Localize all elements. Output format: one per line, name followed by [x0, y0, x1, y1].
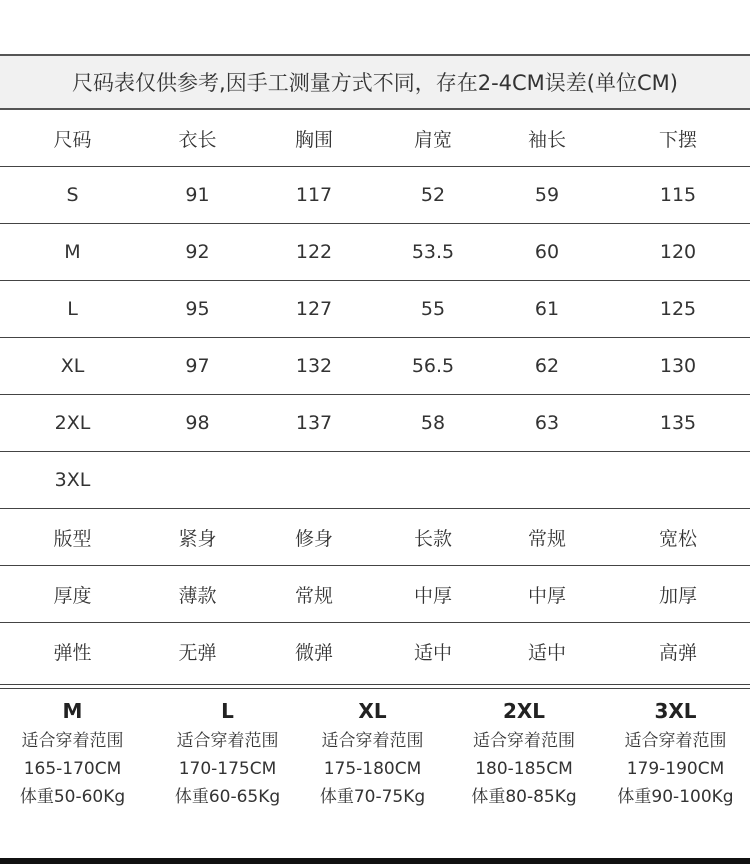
fit-size: 3XL: [654, 699, 697, 723]
table-cell: 137: [295, 412, 333, 434]
table-cell: 58: [420, 412, 446, 434]
header-cell: 肩宽: [413, 128, 452, 151]
table-cell: 117: [295, 184, 333, 206]
attribute-value: 高弹: [658, 642, 697, 664]
table-cell: 130: [659, 355, 697, 377]
attribute-value: 加厚: [658, 584, 697, 607]
size-chart: [0, 54, 750, 689]
fit-guide-item: [435, 695, 613, 811]
table-cell: 127: [295, 298, 333, 320]
fit-size: 2XL: [502, 699, 546, 723]
chart-title: 尺码表仅供参考,因手工测量方式不同，存在2-4CM误差(单位CM): [0, 54, 750, 110]
table-cell: [145, 452, 250, 508]
table-cell: 60: [534, 241, 560, 263]
table-cell: 115: [659, 184, 697, 206]
table-cell: 92: [185, 241, 210, 263]
table-row: [0, 167, 750, 224]
table-cell: XL: [60, 355, 85, 377]
fit-height: 180-185CM: [475, 759, 573, 779]
fit-height: 170-175CM: [178, 759, 277, 779]
table-cell: 2XL: [54, 412, 91, 434]
fit-guide: [0, 695, 750, 811]
attribute-label: 厚度: [53, 584, 92, 607]
table-cell: 3XL: [54, 469, 91, 491]
table-cell: [488, 452, 606, 508]
table-cell: 95: [185, 298, 210, 320]
fit-height: 179-190CM: [626, 759, 725, 779]
attribute-value: 中厚: [413, 584, 452, 607]
attribute-row-thickness: [0, 566, 750, 623]
table-cell: 55: [420, 298, 446, 320]
attribute-value: 长款: [413, 527, 452, 550]
fit-weight: 体重50-60Kg: [19, 787, 126, 807]
table-cell: 135: [659, 412, 697, 434]
header-cell: 尺码: [53, 128, 92, 151]
fit-label: 适合穿着范围: [176, 731, 279, 751]
table-cell: 91: [185, 184, 210, 206]
fit-guide-item: [0, 695, 145, 811]
fit-size: L: [221, 699, 234, 723]
fit-weight: 体重70-75Kg: [319, 787, 426, 807]
attribute-value: 适中: [527, 642, 566, 664]
table-cell: [250, 452, 378, 508]
table-cell: 98: [185, 412, 210, 434]
fit-weight: 体重60-65Kg: [174, 787, 281, 807]
attribute-value: 常规: [294, 584, 333, 607]
table-row: [0, 224, 750, 281]
table-cell: 53.5: [411, 241, 455, 263]
attribute-label: 版型: [53, 527, 92, 550]
table-cell: 97: [185, 355, 210, 377]
table-cell: S: [66, 184, 79, 206]
table-cell: 56.5: [411, 355, 455, 377]
table-cell: L: [67, 298, 78, 320]
attribute-row-elasticity: [0, 623, 750, 680]
table-cell: 122: [295, 241, 333, 263]
table-cell: 61: [534, 298, 560, 320]
attribute-row-fit: [0, 509, 750, 566]
table-row: [0, 452, 750, 509]
attribute-value: 适中: [413, 642, 452, 664]
table-cell: 125: [659, 298, 697, 320]
table-cell: [378, 452, 488, 508]
table-cell: 52: [420, 184, 446, 206]
header-cell: 袖长: [527, 128, 566, 151]
header-cell: 下摆: [658, 128, 697, 151]
table-cell: 63: [534, 412, 560, 434]
attribute-value: 薄款: [178, 584, 217, 607]
fit-size: XL: [358, 699, 387, 723]
header-cell: 胸围: [294, 128, 333, 151]
attribute-value: 修身: [294, 527, 333, 550]
fit-guide-item: [613, 695, 738, 811]
attribute-value: 微弹: [294, 642, 333, 664]
table-cell: 120: [659, 241, 697, 263]
table-row: [0, 395, 750, 452]
attribute-value: 宽松: [658, 527, 697, 550]
table-row: [0, 338, 750, 395]
header-cell: 衣长: [178, 128, 217, 151]
fit-guide-item: [310, 695, 435, 811]
fit-label: 适合穿着范围: [624, 731, 727, 751]
fit-label: 适合穿着范围: [473, 731, 575, 751]
table-cell: 62: [534, 355, 560, 377]
fit-size: M: [62, 699, 83, 723]
table-row: [0, 281, 750, 338]
attribute-label: 弹性: [53, 642, 92, 664]
fit-weight: 体重80-85Kg: [471, 787, 577, 807]
table-cell: [606, 452, 750, 508]
fit-weight: 体重90-100Kg: [617, 787, 734, 807]
section-divider: [0, 684, 750, 689]
attribute-value: 紧身: [178, 527, 217, 550]
table-cell: 132: [295, 355, 333, 377]
fit-height: 175-180CM: [323, 759, 422, 779]
fit-label: 适合穿着范围: [321, 731, 424, 751]
size-table: [0, 110, 750, 680]
fit-label: 适合穿着范围: [21, 731, 124, 751]
table-cell: M: [64, 241, 81, 263]
table-header-row: [0, 110, 750, 167]
table-cell: 59: [534, 184, 560, 206]
attribute-value: 中厚: [527, 584, 566, 607]
fit-guide-item: [145, 695, 310, 811]
attribute-value: 常规: [527, 527, 566, 550]
fit-height: 165-170CM: [23, 759, 122, 779]
bottom-bar: [0, 858, 750, 864]
attribute-value: 无弹: [178, 642, 217, 664]
